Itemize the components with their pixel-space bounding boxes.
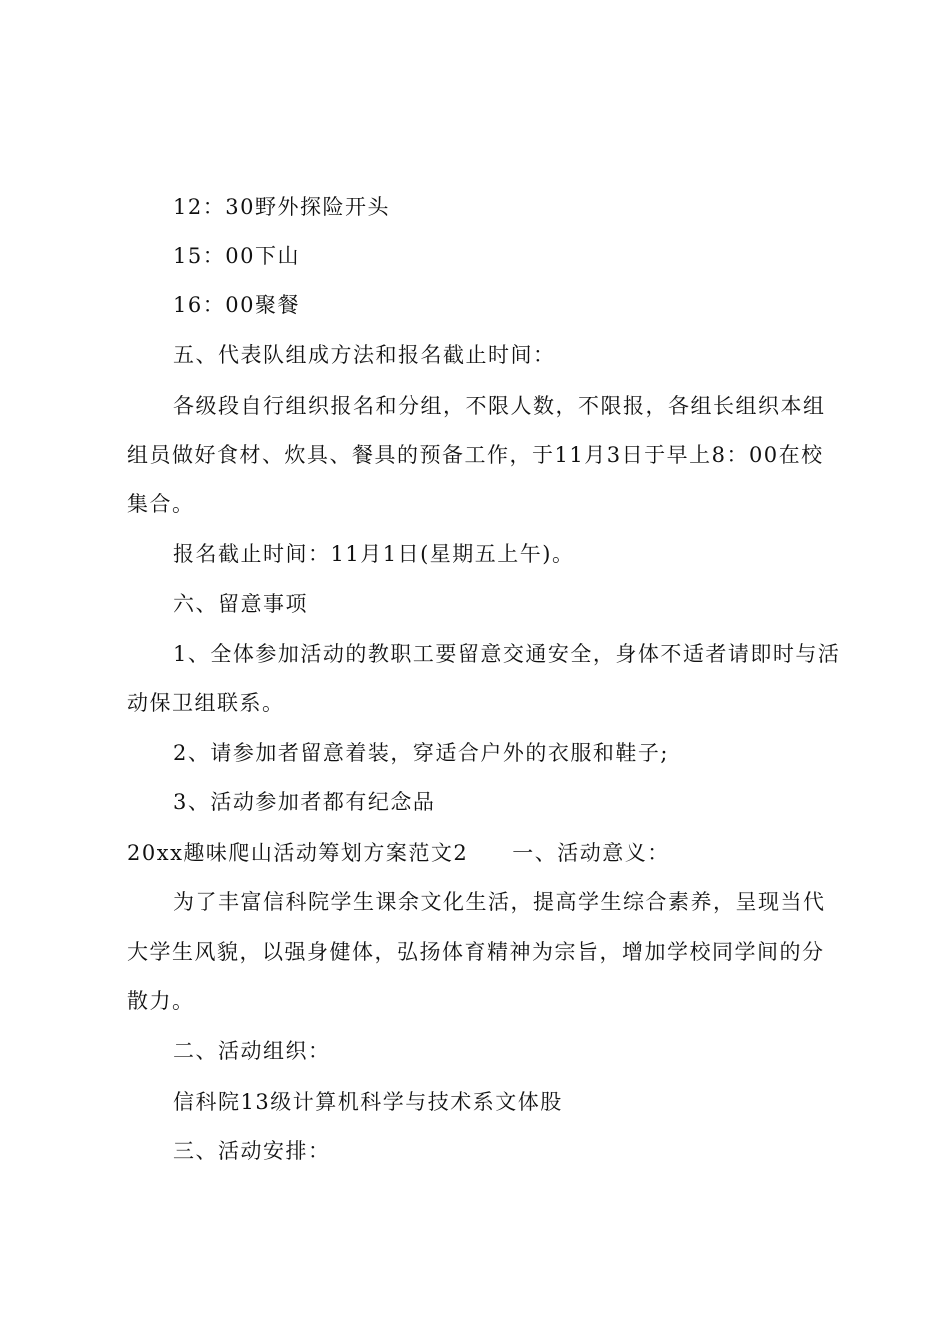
paragraph-line: 各级段自行组织报名和分组，不限人数，不限报，各组长组织本组	[173, 394, 826, 418]
schedule-line-1600: 16：00聚餐	[173, 293, 300, 317]
notice-item-1-cont: 动保卫组联系。	[127, 691, 285, 715]
document-title: 20xx趣味爬山活动筹划方案范文2	[127, 841, 469, 865]
deadline-line: 报名截止时间：11月1日(星期五上午)。	[173, 542, 575, 566]
organizer-line: 信科院13级计算机科学与技术系文体股	[173, 1090, 563, 1114]
document-title-line	[127, 838, 670, 868]
paragraph-line: 大学生风貌，以强身健体，弘扬体育精神为宗旨，增加学校同学间的分	[127, 940, 825, 964]
schedule-line-1500: 15：00下山	[173, 244, 300, 268]
paragraph-line: 散力。	[127, 989, 195, 1013]
section-heading-six: 六、留意事项	[173, 592, 308, 616]
paragraph-line: 组员做好食材、炊具、餐具的预备工作，于11月3日于早上8：00在校	[127, 443, 824, 467]
schedule-line-1230: 12：30野外探险开头	[173, 195, 390, 219]
section-heading-three: 三、活动安排：	[173, 1139, 331, 1163]
paragraph-line: 为了丰富信科院学生课余文化生活，提高学生综合素养，呈现当代	[173, 890, 826, 914]
section-heading-one: 一、活动意义：	[512, 841, 670, 865]
notice-item-2: 2、请参加者留意着装，穿适合户外的衣服和鞋子;	[173, 741, 669, 765]
section-heading-two: 二、活动组织：	[173, 1039, 331, 1063]
section-heading-five: 五、代表队组成方法和报名截止时间：	[173, 343, 556, 367]
paragraph-line: 集合。	[127, 492, 195, 516]
notice-item-3: 3、活动参加者都有纪念品	[173, 790, 436, 814]
notice-item-1: 1、全体参加活动的教职工要留意交通安全，身体不适者请即时与活	[173, 642, 841, 666]
